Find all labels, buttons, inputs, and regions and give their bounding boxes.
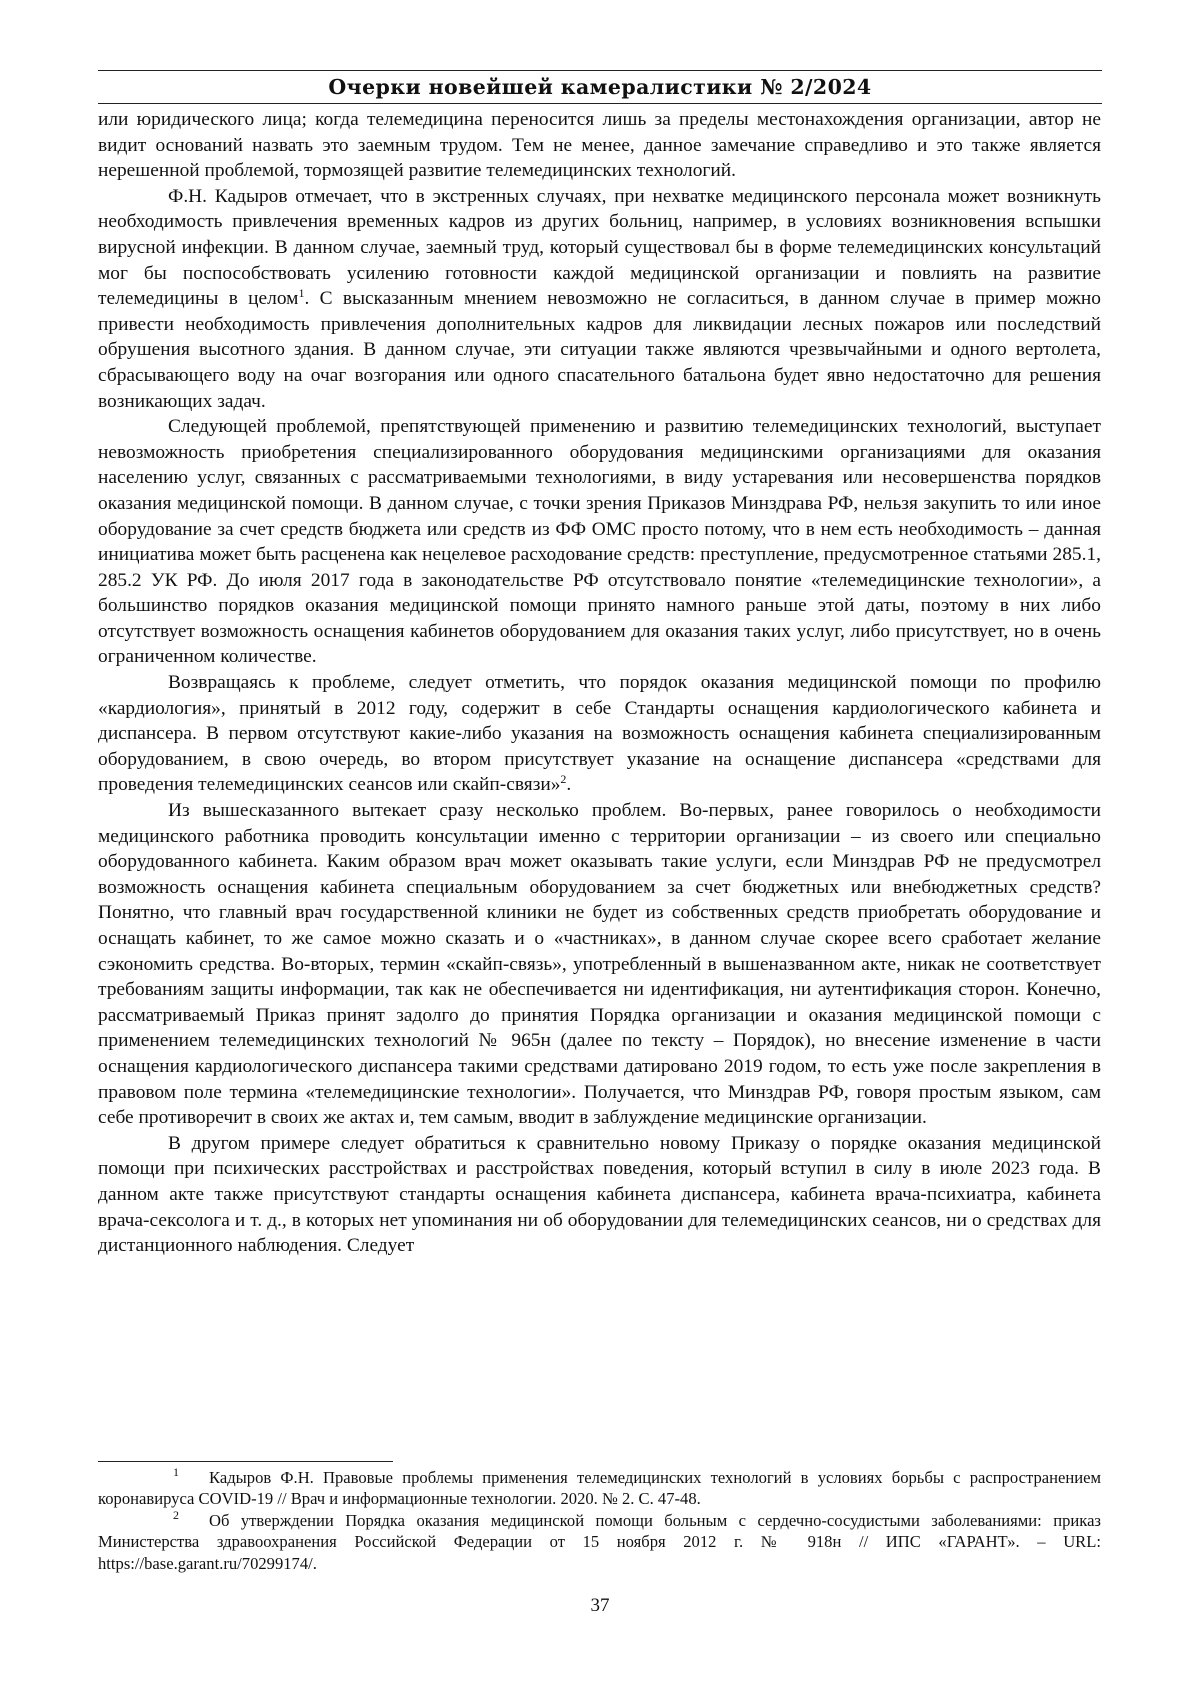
document-page xyxy=(0,0,1200,1698)
paragraph-4-text-b: . xyxy=(566,774,571,795)
footnote-2-mark xyxy=(173,1510,209,1531)
paragraph-5: Из вышесказанного вытекает сразу несколько проблем. Во-первых, ранее говорилось о необходимости медицинского работника проводить консультации именно с территории организации – из своего или специально оборудованного кабинета. Каким образом врач может оказывать такие услуги, если Минздрав РФ не предусмотрел возможность оснащения кабинета специальным оборудованием за счет бюджетных или внебюджетных средств? Понятно, что главный врач государственной клиники не будет из собственных средств приобретать оборудование и оснащать кабинет, то же самое можно сказать и о «частниках», в данном случае скорее всего сработает желание сэкономить средства. Во-вторых, термин «скайп-связь», употребленный в вышеназванном акте, никак не соответствует требованиям защиты информации, так как не обеспечивается ни идентификация, ни аутентификация сторон. Конечно, рассматриваемый Приказ принят задолго до принятия Порядка организации и оказания медицинской помощи с применением телемедицинских технологий № 965н (далее по тексту – Порядок), но внесение изменение в части оснащения кардиологического диспансера такими средствами датировано 2019 годом, то есть уже после закрепления в правовом поле термина «телемедицинские технологии». Получается, что Минздрав РФ, говоря простым языком, сам себе противоречит в своих же актах и, тем самым, вводит в заблуждение медицинские организации. xyxy=(98,798,1101,1131)
paragraph-4-text-a: Возвращаясь к проблеме, следует отметить, что порядок оказания медицинской помощи по профилю «кардиология», принятый в 2012 году, содержит в себе Стандарты оснащения кардиологического кабинета и диспансера. В первом отсутствуют какие-либо указания на возможность оснащения кабинета специализированным оборудованием, в свою очередь, во втором присутствует указание на оснащение диспансера «средствами для проведения телемедицинских сеансов или скайп-связи» xyxy=(98,672,1101,795)
footnote-ref-2[interactable]: 2 xyxy=(560,772,566,786)
paragraph-6: В другом примере следует обратиться к сравнительно новому Приказу о порядке оказания медицинской помощи при психических расстройствах и расстройствах поведения, который вступил в силу в июле 2023 года. В данном акте также присутствуют стандарты оснащения кабинета диспансера, кабинета врача-психиатра, кабинета врача-сексолога и т. д., в которых нет упоминания ни об оборудовании для телемедицинских сеансов, ни о средствах для дистанционного наблюдения. Следует xyxy=(98,1131,1101,1259)
header-rule-bottom xyxy=(98,103,1102,104)
footnote-1-number: 1 xyxy=(173,1465,179,1479)
page-number: 37 xyxy=(0,1594,1200,1618)
footnote-2-number: 2 xyxy=(173,1508,179,1522)
paragraph-2 xyxy=(98,184,1101,414)
footnote-1-mark xyxy=(173,1467,209,1488)
paragraph-4 xyxy=(98,670,1101,798)
paragraph-2-text-b: . С высказанным мнением невозможно не согласиться, в данном случае в пример можно привести необходимость привлечения дополнительных кадров для ликвидации лесных пожаров или последствий обрушения высотного здания. В данном случае, эти ситуации также являются чрезвычайными и одного вертолета, сбрасывающего воду на очаг возгорания или одного спасательного батальона будет явно недостаточно для решения возникающих задач. xyxy=(98,288,1101,411)
footnote-1-text: Кадыров Ф.Н. Правовые проблемы применения телемедицинских технологий в условиях борьбы с распространением коронавируса COVID-19 // Врач и информационные технологии. 2020. № 2. С. 47-48. xyxy=(98,1468,1101,1508)
paragraph-3: Следующей проблемой, препятствующей применению и развитию телемедицинских технологий, выступает невозможность приобретения специализированного оборудования медицинскими организациями для оказания населению услуг, связанных с рассматриваемыми технологиями, в виду устаревания или несовершенства порядков оказания медицинской помощи. В данном случае, с точки зрения Приказов Минздрава РФ, нельзя закупить то или иное оборудование за счет средств бюджета или средств из ФФ ОМС просто потому, что в нем есть необходимость – данная инициатива может быть расценена как нецелевое расходование средств: преступление, предусмотренное статьями 285.1, 285.2 УК РФ. До июля 2017 года в законодательстве РФ отсутствовало понятие «телемедицинские технологии», а большинство порядков оказания медицинской помощи принято намного раньше этой даты, поэтому в них либо отсутствует возможность оснащения кабинетов оборудованием для оказания таких услуг, либо присутствует, но в очень ограниченном количестве. xyxy=(98,414,1101,670)
footnote-ref-1[interactable]: 1 xyxy=(298,286,304,300)
footnotes xyxy=(98,1467,1101,1574)
header-rule-top xyxy=(98,70,1102,71)
paragraph-2-text-a: Ф.Н. Кадыров отмечает, что в экстренных случаях, при нехватке медицинского персонала может возникнуть необходимость привлечения временных кадров из других больниц, например, в условиях возникновения вспышки вирусной инфекции. В данном случае, заемный труд, который существовал бы в форме телемедицинских консультаций мог бы поспособствовать усилению готовности каждой медицинской организации и повлиять на развитие телемедицины в целом xyxy=(98,186,1101,309)
article-body xyxy=(98,107,1101,1259)
journal-title: Очерки новейшей камералистики № 2/2024 xyxy=(98,72,1102,102)
footnote-2 xyxy=(98,1510,1101,1574)
footnote-1 xyxy=(98,1467,1101,1510)
footnote-separator xyxy=(98,1461,393,1462)
paragraph-1: или юридического лица; когда телемедицина переносится лишь за пределы местонахождения организации, автор не видит оснований назвать это заемным трудом. Тем не менее, данное замечание справедливо и это также является нерешенной проблемой, тормозящей развитие телемедицинских технологий. xyxy=(98,107,1101,184)
footnote-2-text: Об утверждении Порядка оказания медицинской помощи больным с сердечно-сосудистыми заболеваниями: приказ Министерства здравоохранения Российской Федерации от 15 ноября 2012 г. № 918н // ИПС «ГАРАНТ». – URL: https://base.garant.ru/70299174/. xyxy=(98,1511,1101,1573)
